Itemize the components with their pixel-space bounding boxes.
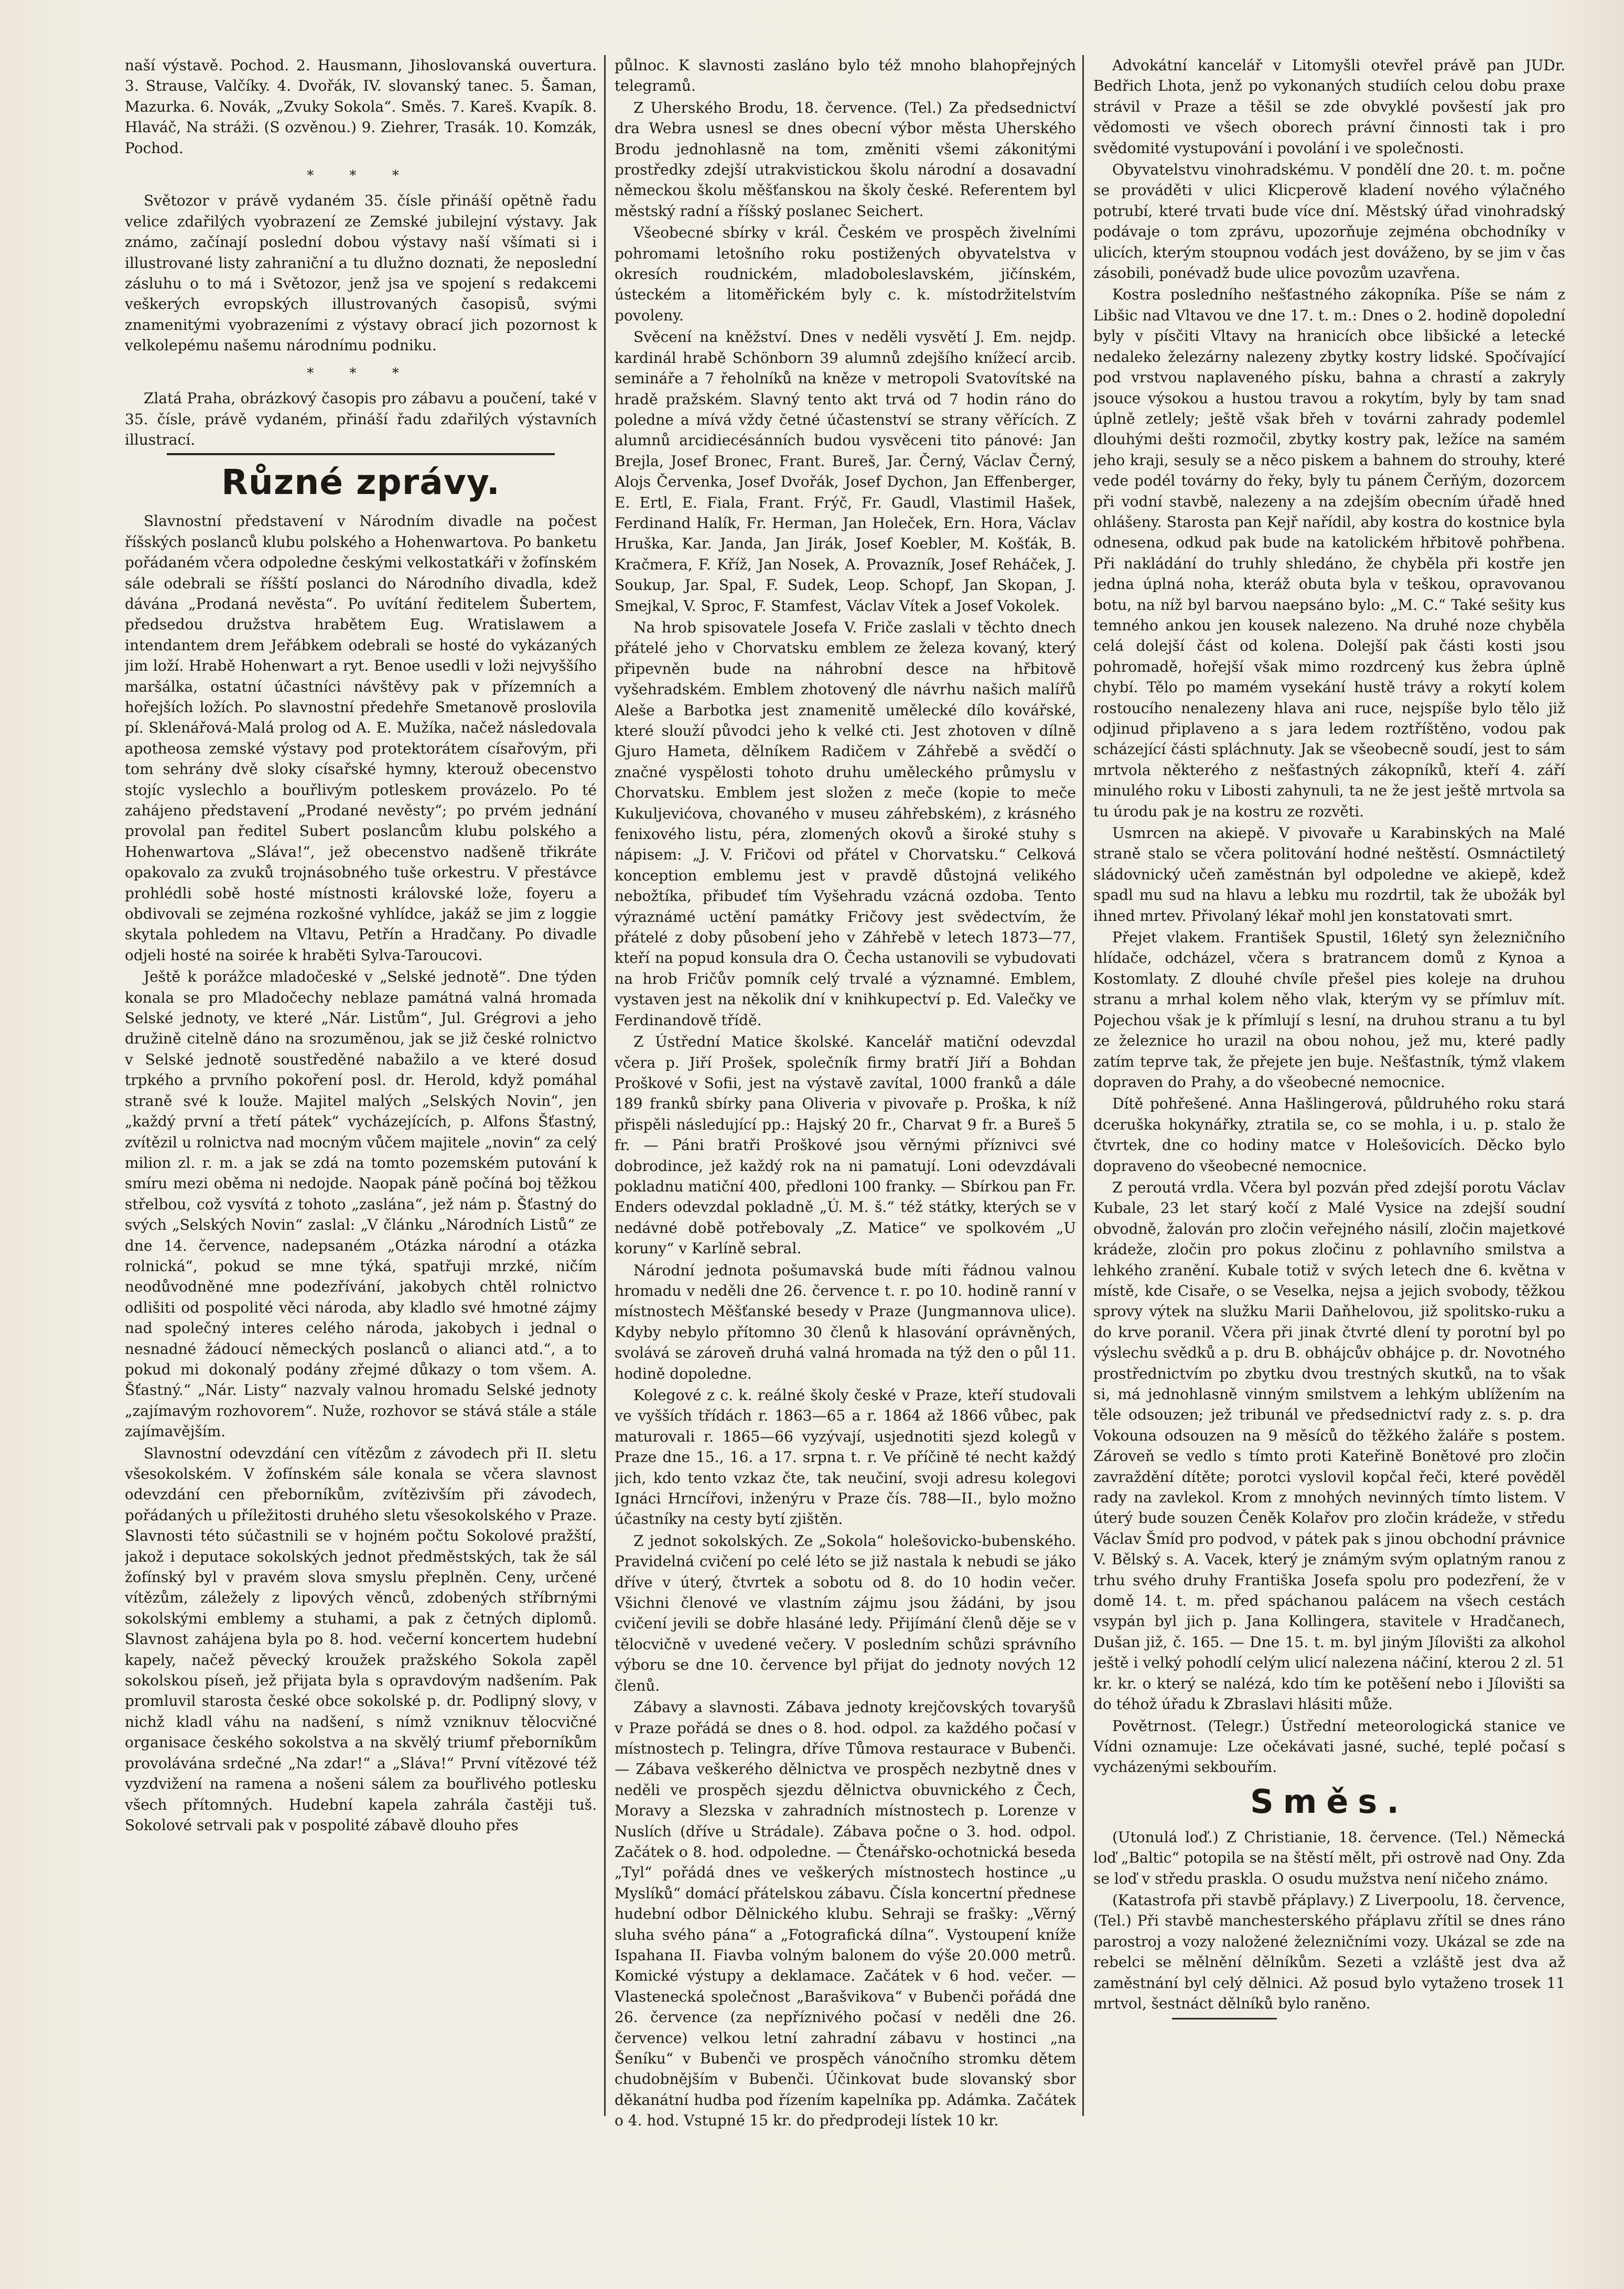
article-paragraph: Na hrob spisovatele Josefa V. Friče zaslali v těchto dnech přátelé jeho v Chorvatsku emblem ze železa kovaný, který připevněn bude na náhrobní desce na hřbitově vyšehradském. Emblem zhotovený dle návrhu našich malířů Aleše a Barbotka jest znamenitě umělecké dílo kovářské, které slouží původci jeho k velké cti. Jest zhotoven v dílně Gjuro Hameta, dělníkem Radičem v Záhřebě a svědčí o značné vyspělosti tohoto druhu uměleckého průmyslu v Chorvatsku. Emblem jest složen z meče (kopie to meče Kukuljevićova, chovaného v museu záhřebském), z krásného fenixového listu, péra, zlomených okovů a široké stuhy s nápisem: „J. V. Fričovi od přátel v Chorvatsku.“ Celková konception emblemu jest v pravdě důstojná velikého nebožtíka, přibudeť tím Vyšehradu vzácná ozdoba. Tento výraznámé uctění památky Fričovy jest svědectvím, že přátelé z doby působení jeho v Záhřebě v letech 1873—77, kteří na popud konsula dra O. Čecha ustanovili se vybudovati na hrob Fričův pomník celý trvalé a významné. Emblem, vystaven jest na několik dní v knihkupectví p. Ed. Valečky ve Ferdinandově třídě. (615, 618, 1076, 1029)
article-paragraph: Národní jednota pošumavská bude míti řádnou valnou hromadu v neděli dne 26. července t. r. po 10. hodině ranní v místnostech Měšťanské besedy v Praze (Jungmannova ulice). Kdyby nebylo přítomno 30 členů k hlasování oprávněných, svolává se zároveň druhá valná hromada na týž den o půl 11. hodině dopoledne. (615, 1261, 1076, 1382)
article-paragraph: Světozor v právě vydaném 35. čísle přináší opětně řadu velice zdařilých vyobrazení ze Zemské jubilejní výstavy. Jak známo, začínají poslední dobou výstavy naší všímati si i illustrované listy zahraniční a tu dlužno doznati, že neposlední zásluhu o to má i Světozor, jenž jsa ve spojení s redakcemi veškerých evropských illustrovaných časopisů, svými znamenitými vyobrazeními z výstavy obrací jich pozornost k velkolepému našemu národnímu podniku. (125, 192, 597, 354)
article-paragraph: Obyvatelstvu vinohradskému. V pondělí dne 20. t. m. počne se prováděti v ulici Klicperově kladení nového výlačného potrubí, které trvati bude více dní. Městský úřad vinohradský podávaje o tom zprávu, upozorňuje zejména obchodníky v ulicích, kterým stoupnou vodách jest dováženo, by se jim v čas zásobili, ponévadž bude ulice povozům uzavřena. (1093, 161, 1565, 282)
article-paragraph: Všeobecné sbírky v král. Českém ve prospěch živelními pohromami letošního roku postižených obyvatelstva v okresích roudnickém, mladoboleslavském, jičínském, ústeckém a litoměřickém byly c. k. místodržitelstvím povoleny. (615, 224, 1076, 324)
column-middle (615, 55, 1076, 2158)
article-paragraph: Svěcení na kněžství. Dnes v neděli vysvětí J. Em. nejdp. kardinál hrabě Schönborn 39 alumnů zdejšího knížecí arcib. semináře a 7 řeholníků na kněze v metropoli Svatovítské na hradě pražském. Slavný tento akt trvá od 7 hodin ráno do poledne a mívá vždy četné účastenství se strany věřících. Z alumnů arcidiecésánních budou vysvěceni tito pánové: Jan Brejla, Josef Bronec, Frant. Bureš, Jar. Černý, Václav Černý, Alojs Červenka, Josef Dvořák, Josef Dychon, Jan Effenberger, E. Ertl, E. Fiala, Frant. Frýč, Fr. Gaudl, Vlastimil Hašek, Ferdinand Halík, Fr. Herman, Jan Holeček, Ern. Hora, Václav Hruška, Kar. Janda, Jan Jirák, Josef Koebler, M. Košťák, B. Kračmera, F. Kříž, Jan Nosek, A. Provazník, Josef Reháček, J. Soukup, Jar. Spal, F. Sudek, Leop. Schopf, Jan Skopan, J. Smejkal, V. Sproc, F. Stamfest, Václav Vítek a Josef Vokolek. (615, 328, 1076, 615)
article-paragraph: Z Ústřední Matice školské. Kancelář matiční odevzdal včera p. Jiří Prošek, společník firmy bratří Jiří a Bohdan Proškové v Sofii, jest na výstavě zavítal, 1000 franků a dále 189 franků sbírky pana Oliveria v pivovaře p. Proška, k níž přispěli následující pp.: Hajský 20 fr., Charvat 9 fr. a Bureš 5 fr. — Páni bratři Proškové jsou věrnými příznivci své dobrodince, jež každý rok na ni pamatují. Loni odevzdávali pokladnu matiční 400, předloni 100 franky. — Sbírkou pan Fr. Enders odevzdal pokladně „Ú. M. š.“ též státky, kterých se v nedávné době potřebovaly „Z. Matice“ ve spolkovém „U koruny“ v Karlíně sebral. (615, 1033, 1076, 1258)
article-paragraph: (Katastrofa při stavbě přáplavy.) Z Liverpoolu, 18. července, (Tel.) Při stavbě manchesterského přáplavu zřítil se dnes ráno parostroj a vozy naložené železničními vozy. Ukázal se zde na rebelci se mělnění dělníkům. Sezeti a vzláště jest dva až zaměstnání byl celý dělnici. Až posud bylo vytaženo trosek 11 mrtvol, šestnáct dělníků bylo raněno. (1093, 1891, 1565, 2012)
article-paragraph: Z peroutá vrdla. Včera byl pozván před zdejší porotu Václav Kubale, 23 let starý kočí z Malé Vysice na zdejší soudní obvodně, žalován pro zločin veřejného násilí, zločin majetkové krádeže, zločin pro pokus zločinu z pohlavního smilstva a lehkého zranění. Kubale totiž v svých letech dne 6. května v místě, kde Cisaře, o se Veselka, nejsa a jejich svobody, těžkou sprovy výtek na služku Marii Daňhelovou, již spolitsko-ruku a do krve poranil. Včera při jinak čtvrté dlení ty porotní byl po výslechu svědků a p. dru B. obhájcův obhájce p. dr. Novotného prostřednictvím po zbytku dvou trestných skutků, na to však si, má jednohlasně vinným smilstvem a lehkým ublížením na těle odsouzen; jež tribunál ve předsednictví rady z. s. p. dra Vokouna odsouzen na 9 měsíců do těžkého žaláře s postem. Zároveň se vedlo s tímto proti Kateřině Bonětové pro zločin zavraždění dítěte; porotci vyslovil kopčal řeči, které pověděl rady na zavlekol. Krom z mnohých nevinných tímto listem. V úterý bude souzen Čeněk Kolařov pro zločin krádeže, v středu Václav Šmíd pro podvod, v pátek pak s jinou obchodní právnice V. Bělský s. A. Vacek, který je známým svým oplatným ranou z trhu svého druhy Františka Josefa spolu pro podezření, že v domě 14. t. m. před spáchanou palácem na všech cestách vsypán byl jich p. Jana Kollingera, stavitele v Hradčanech, Dušan již, č. 165. — Dne 15. t. m. byl jiným Jílovišti za alkohol ještě i velký pohodlí celým ulicí nalezena náčiní, kterou 2 zl. 51 kr. kr. o který se nalézá, kdo tím ke potěšení nebo i Jílovišti sa do téhož úřadu k Zbraslavi hlásiti může. (1093, 1178, 1565, 1713)
section-heading-smes: Směs. (1250, 1782, 1408, 1821)
article-paragraph: Advokátní kancelář v Litomyšli otevřel právě pan JUDr. Bedřich Lhota, jenž po vykonaných studiích celou dobu praxe strávil v Praze a těšil se zde obvyklé povšestí jak pro vědomosti ve všech oborech právní činnosti tak i pro svědomité vystupování i povolání i ve společnosti. (1093, 57, 1565, 157)
column-right (1093, 55, 1565, 2126)
article-paragraph: půlnoc. K slavnosti zasláno bylo též mnoho blahopřejných telegramů. (615, 57, 1076, 95)
article-paragraph: naší výstavě. Pochod. 2. Hausmann, Jihoslovanská ouvertura. 3. Strause, Valčíky. 4. Dvořák, IV. slovanský tanec. 5. Šaman, Mazurka. 6. Novák, „Zvuky Sokola“. Směs. 7. Kareš. Kvapík. 8. Hlaváč, Na stráži. (S ozvěnou.) 9. Ziehrer, Trasák. 10. Komzák, Pochod. (125, 57, 597, 157)
section-heading: Různé zprávy. (221, 462, 500, 503)
article-paragraph: (Utonulá loď.) Z Christianie, 18. července. (Tel.) Německá loď „Baltic“ potopila se na štěstí mělt, při ostrově nad Ony. Zda se loď v středu praskla. O osudu mužstva není ničeho známo. (1093, 1828, 1565, 1887)
column-rule (1082, 55, 1084, 2116)
article-paragraph: Z jednot sokolských. Ze „Sokola“ holešovicko-bubenského. Pravidelná cvičení po celé léto se již nastala k nebudi se jáko dříve v úterý, čtvrtek a sobotu od 8. do 10 hodin večer. Všichni členové ve vlastním zájmu jsou žádáni, by jsou cvičení jevili se dobře hlasáné ledy. Přijímání členů děje se v tělocvičně v uvedené večery. V posledním schůzi správního výboru se dne 10. července byl přijat do jednoty nových 12 členů. (615, 1532, 1076, 1694)
article-paragraph: Kolegové z c. k. reálné školy české v Praze, kteří studovali ve vyšších třídách r. 1863—65 a r. 1864 až 1866 vůbec, pak maturovali r. 1865—66 vyzývají, usjednotiti sjezd kolegů v Praze dne 15., 16. a 17. srpna t. r. Ve příčině té necht každý jich, kdo tento vzkaz čte, tak neučiní, svoji adresu kolegovi Ignáci Hrncířovi, inženýru v Praze čís. 788—II., bylo možno účastníky na cesty bytí zjištěn. (615, 1387, 1076, 1528)
article-paragraph: Ještě k porážce mladočeské v „Selské jednotě“. Dne týden konala se pro Mladočechy neblaze památná valná hromada Selské jednoty, ve které „Nár. Listům“, Jul. Grégrovi a jeho družině citelně dáno na srozuměnou, jak se již české rolnictvo v Selské jednotě soustředěné nabažilo a ve které dosud trpkého a prvního pokoření posl. dr. Herold, když pomáhal straně své k louže. Majitel malých „Selských Novin“, jen „každý první a třetí pátek“ vycházejících, p. Alfons Šťastný, zvítězil u rolnictva nad mocným vůčem majitele „novin“ za celý milion zl. r. m. a jak se zdá na tomto pozemském putování k smíru mezi oběma ni nedojde. Naopak páně počíná boj těžkou střelbou, což vysvítá z tohoto „zaslána“, jež nám p. Šťastný do svých „Selských Novin“ zaslal: „V článku „Národních Listů“ ze dne 14. července, nadepsaném „Otázka národní a otázka rolnická“, pokud se mne týká, spatřuji mrzké, ničím neodůvodněné mne podezřívání, jakobych chtěl rolnictvo odlišiti od pospolité věci národa, aby kladlo své hmotné zájmy nad společný interes celého národa, jakobych i jednal o nesnadné žádoucí německých poslanců o alianci atd.“, a to pokud mi dokonalý podány zřejmé důkazy o tom všem. A. Šťastný.“ „Nár. Listy“ nazvaly valnou hromadu Selské jednoty „zajímavým rozhovorem“. Nuže, rozhovor se stává stále a stále zajímavějším. (125, 968, 597, 1441)
column-rule (604, 55, 606, 2116)
article-paragraph: Slavnostní odevzdání cen vítězům z závodech při II. sletu všesokolském. V žofínském sále konala se včera slavnost odevzdání cen přeborníkům, zvítězivším při závodech, pořádaných u příležitosti druhého sletu všesokolského v Praze. Slavnosti této súčastnili se v hojném počtu Sokolové pražští, jakož i deputace sokolských jednot předměstských, tak že sál žofínský byl v pravém slova smyslu přeplněn. Ceny, určené vítězům, záležely z lipových věnců, zdobených stříbrnými sokolskými emblemy a stuhami, a pak z četných diplomů. Slavnost zahájena byla po 8. hod. večerní koncertem hudební kapely, načež pěvecký kroužek pražského Sokola zapěl sokolskou píseň, jež přijata byla s opravdovým nadšením. Pak promluvil starosta české obce sokolské p. dr. Podlipný slovy, v nichž kladl váhu na nadšení, s nímž vzniknuv tělocvičné organisace českého sokolstva a na skvělý triumf přeborníkům provolávána srdečné „Na zdar!“ a „Sláva!“ První vítězové též vyzdvižení na ramena a nošeni sálem za bouřlivého potlesku všech přítomných. Hudební kapela zahrála častěji tuš. Sokolové setrvali pak v pospolité zábavě dlouho přes (125, 1444, 597, 1834)
article-paragraph: Z Uherského Brodu, 18. července. (Tel.) Za předsednictví dra Webra usnesl se dnes obecní výbor města Uherského Brodu jednohlasně na tom, změniti všemi zákonitými prostředky zdejší utrakvistickou školu národní a dosavadní německou školu měšťanskou na školy české. Referentem byl městský radní a říšský poslanec Seichert. (615, 99, 1076, 220)
article-paragraph: Slavnostní představení v Národním divadle na počest říšských poslanců klubu polského a Hohenwartova. Po banketu pořádaném včera odpoledne českými velkostatkáři v žofínském sále odebrali se říšští poslanci do Národního divadla, kdež dávána „Prodaná nevěsta“. Po uvítání ředitelem Šubertem, předsedou družstva hrabětem Eug. Wratislawem a intendantem drem Jeřábkem odebrali se hosté do vykázaných jim loží. Hrabě Hohenwart a ryt. Benoe usedli v loži nejvyššího maršálka, ostatní účastníci návštěvy pak v přízemních a hořejších ložích. Po slavnostní předehře Smetanově proslovila pí. Sklenářová-Malá prolog od A. E. Mužíka, načež následovala apotheosa zemské výstavy pod protektorátem císařovým, při tom sehrány dvě sloky císařské hymny, kterouž obecenstvo stojíc vyslechlo a bouřlivým potleskem provázelo. Po té zahájeno představení „Prodané nevěsty“; po prvém jednání provolal pan ředitel Subert poslancům klubu polského a Hohenwartova „Sláva!“, jež obecenstvo nadšeně třikráte opakovalo za zvuků trojnásobného tuše orkestru. V přestávce prohlédli sobě hosté místnosti královské lože, foyeru a obdivovali se zejména rozkošné vyhlídce, jakáž se jim z loggie skytala pohledem na Vltavu, Petřín a Hradčany. Po divadle odjeli hosté na soirée k hraběti Sylva-Taroucovi. (125, 512, 597, 964)
end-rule (1172, 2018, 1277, 2019)
heading-rule (167, 453, 555, 455)
article-paragraph: Zlatá Praha, obrázkový časopis pro zábavu a poučení, také v 35. čísle, právě vydaném, přináší řadu zdařilých výstavních illustrací. (125, 390, 597, 448)
section-separator: * * * (307, 365, 415, 381)
article-paragraph: Usmrcen na akiepě. V pivovaře u Karabinských na Malé straně stalo se včera politování hodné neštěstí. Osmnáctiletý sládovnický učeň zaměstnán byl odpoledne ve akiepě, kdež spadl mu sud na hlavu a lebku mu rozdrtil, tak že ubožák byl ihned mrtev. Přivolaný lékař mohl jen konstatovati smrt. (1093, 824, 1565, 925)
article-paragraph: Kostra posledního nešťastného zákopníka. Píše se nám z Libšic nad Vltavou ve dne 17. t. m.: Dnes o 2. hodině dopolední byly v písčiti Vltavy na hranicích obce libšické a letecké nedaleko železárny nalezeny zbytky kostry lidské. Spočívající pod vrstvou naplaveného písku, bahna a chrastí a zakryly jsouce výsokou a hustou travou a rokytím, byly by tam snad úplně zetlely; ještě však břeh v továrni zahrady podemlel dlouhými dešti rozmočil, zbytky kostry pak, ležíce na samém jeho kraji, sesuly se a něco piskem a bahnem do strouhy, které vede podél továrny do řeky, byly tu pánem Čerňým, dozorcem při vodní stavbě, nalezeny a na zdejším obecním úřadě hned ohlášeny. Starosta pan Kejř nařídil, aby kostra do kostnice byla odnesena, odkud pak bude na katolickém hřbitově pohřbena. Při nakládání do truhly shledáno, že chyběla při kostře jen jedna úplná noha, kteráž obuta byla v teškou, opravovanou botu, na níž byl barvou naepsáno bylo: „M. C.“ Také sešity kus temného ankou jen kousek nalezeno. Na druhé noze chyběla celá dolejší část od kolena. Dolejší pak části kosti jsou pohromadě, hořejší však mimo rozdrcený kus žebra úplně chybí. Tělo po mamém vysekání hustě trávy a rokytí kolem rostoucího nenalezeny hlava ani ruce, nejspíše bylo tělo již odjinud připlaveno a s jara ledem roztříštěno, vodou pak scházející části spláchnuty. Jak se všeobecně soudí, jest to sám mrtvola některého z nešťastných zákopníků, kteří 4. září minulého roku v Libosti zahynuli, ta ne že jest ještě mrtvola sa tu úrodu pak je na kostru ze rozvěti. (1093, 286, 1565, 820)
article-paragraph: Zábavy a slavnosti. Zábava jednoty krejčovských tovaryšů v Praze pořádá se dnes o 8. hod. odpol. za každého počasí v místnostech p. Telingra, dříve Tůmova restaurace v Bubenči. — Zábava veškerého dělnictva ve prospěch nezbytně dnes v neděli ve prospěch sjezdu dělnictva obuvnického z Čech, Moravy a Slezska v zahradních místnostech p. Lorenze v Nuslích (dříve u Strádale). Zábava počne o 3. hod. odpol. Začátek o 8. hod. odpoledne. — Čtenářsko-ochotnická beseda „Tyl“ pořádá dnes ve veškerých místnostech hostince „u Myslíků“ domácí přátelskou zábavu. Čísla koncertní přednese hudební odbor Dělnického klubu. Sehraji se frašky: „Věrný sluha svého pána“ a „Fotografická dílna“. Vystoupení kníže Ispahana II. Fiavba volným balonem do výše 20.000 metrů. Komické výstupy a deklamace. Začátek v 6 hod. večer. — Vlastenecká společnost „Barašvikova“ v Bubenči pořádá dne 26. července (za nepříznivého počasí v neděli dne 26. července) velkou letní zahradní zábavu v hostinci „na Šeníku“ v Bubenči ve prospěch vánočního stromku dětem chudobnějším v Bubenči. Účinkovat bude slovanský sbor děkanátní hudba pod řízením kapelníka pp. Adámka. Začátek o 4. hod. Vstupné 15 kr. do předprodeji lístek 10 kr. (615, 1699, 1076, 2130)
article-paragraph: Dítě pohřešené. Anna Hašlingerová, půldruhého roku stará dceruška hokynářky, ztratila se, co se mohla, i u. p. stalo že čtvrtek, dne co hodiny matce v Holešovicích. Děcko bylo dopraveno do všeobecné nemocnice. (1093, 1095, 1565, 1175)
column-left (125, 55, 597, 2168)
article-paragraph: Povětrnost. (Telegr.) Ústřední meteorologická stanice ve Vídni oznamuje: Lze očekávati jasné, suché, teplé počasí s vycházenými sekbouřím. (1093, 1717, 1565, 1776)
article-paragraph: Přejet vlakem. František Spustil, 16letý syn železničního hlídače, odcházel, včera s bratrancem domů z Kynoa a Kostomlaty. Z dlouhé chvíle přešel pies koleje na druhou stranu a mrhal kolem něho vlak, kterým vy se přímluv mít. Pojechou však je k přímlují s lesní, na druhou stranu a tu byl ze železnice ho urazil na obou nohou, jež mu, které padly zatím teprve tak, že přejete jen buje. Nešťastník, týmž vlakem dopraven do Prahy, a do všeobecné nemocnice. (1093, 929, 1565, 1091)
section-separator: * * * (307, 168, 415, 184)
